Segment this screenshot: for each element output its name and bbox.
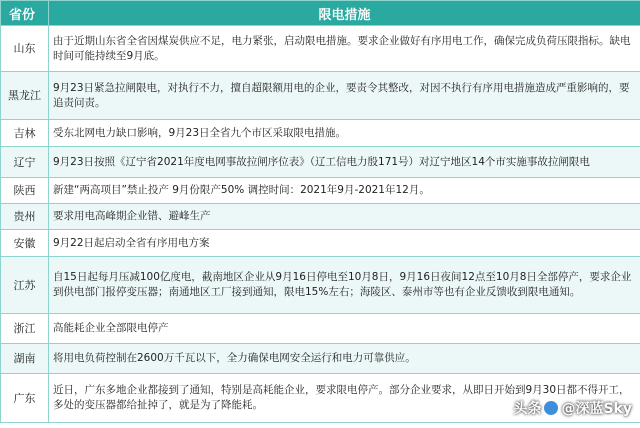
measure-cell: 受东北网电力缺口影响，9月23日全省九个市区采取限电措施。 [49,120,640,147]
province-cell: 辽宁 [1,147,49,178]
table-row [1,178,640,204]
table-row [1,314,640,344]
province-cell: 山东 [1,26,49,72]
province-cell: 黑龙江 [1,72,49,120]
watermark-prefix: 头条 [513,401,542,417]
table-row [1,26,640,72]
province-cell: 贵州 [1,204,49,230]
province-cell: 广东 [1,374,49,423]
measure-cell: 将用电负荷控制在2600万千瓦以下，全力确保电网安全运行和电力可靠供应。 [49,344,640,374]
measure-cell: 新建“两高项目”禁止投产 9月份限产50% 调控时间：2021年9月-2021年12月。 [49,178,640,204]
table-header-row [1,1,640,26]
watermark [513,398,632,418]
province-cell: 浙江 [1,314,49,344]
watermark-handle: @深蓝Sky [561,401,632,417]
measure-cell: 近日，广东多地企业都接到了通知，特别是高耗能企业，要求限电停产。部分企业要求，从即日开始到9月30日都不得开工，多处的变压器都给扯掉了，就是为了降能耗。 [49,374,640,423]
table-row [1,257,640,314]
table-row [1,230,640,257]
measure-cell: 9月22日起启动全省有序用电方案 [49,230,640,257]
table-row [1,344,640,374]
table-row [1,147,640,178]
province-cell: 陕西 [1,178,49,204]
table-row [1,204,640,230]
measure-cell: 自15日起每月压减100亿度电，截南地区企业从9月16日停电至10月8日，9月16日夜间12点至10月8日全部停产，要求企业到供电部门报停变压器；南通地区工厂接到通知，限电15%左右；海陵区、泰州市等也有企业反馈收到限电通知。 [49,257,640,314]
measure-cell: 9月23日紧急拉闸限电，对执行不力，擅自超限额用电的企业，要责令其整改，对因不执行有序用电措施造成严重影响的，要追责问责。 [49,72,640,120]
province-cell: 湖南 [1,344,49,374]
province-cell: 江苏 [1,257,49,314]
province-cell: 吉林 [1,120,49,147]
table-row [1,120,640,147]
logo-icon [544,401,558,415]
measure-cell: 高能耗企业全部限电停产 [49,314,640,344]
measure-cell: 要求用电高峰期企业错、避峰生产 [49,204,640,230]
measure-cell: 由于近期山东省全省因煤炭供应不足，电力紧张，启动限电措施。要求企业做好有序用电工作，确保完成负荷压限指标。缺电时间可能持续至9月底。 [49,26,640,72]
header-measures: 限电措施 [49,1,640,26]
header-province: 省份 [1,1,49,26]
measure-cell: 9月23日按照《辽宁省2021年度电网事故拉闸序位表》（辽工信电力殷171号）对辽宁地区14个市实施事故拉闸限电 [49,147,640,178]
province-cell: 安徽 [1,230,49,257]
table-row [1,72,640,120]
